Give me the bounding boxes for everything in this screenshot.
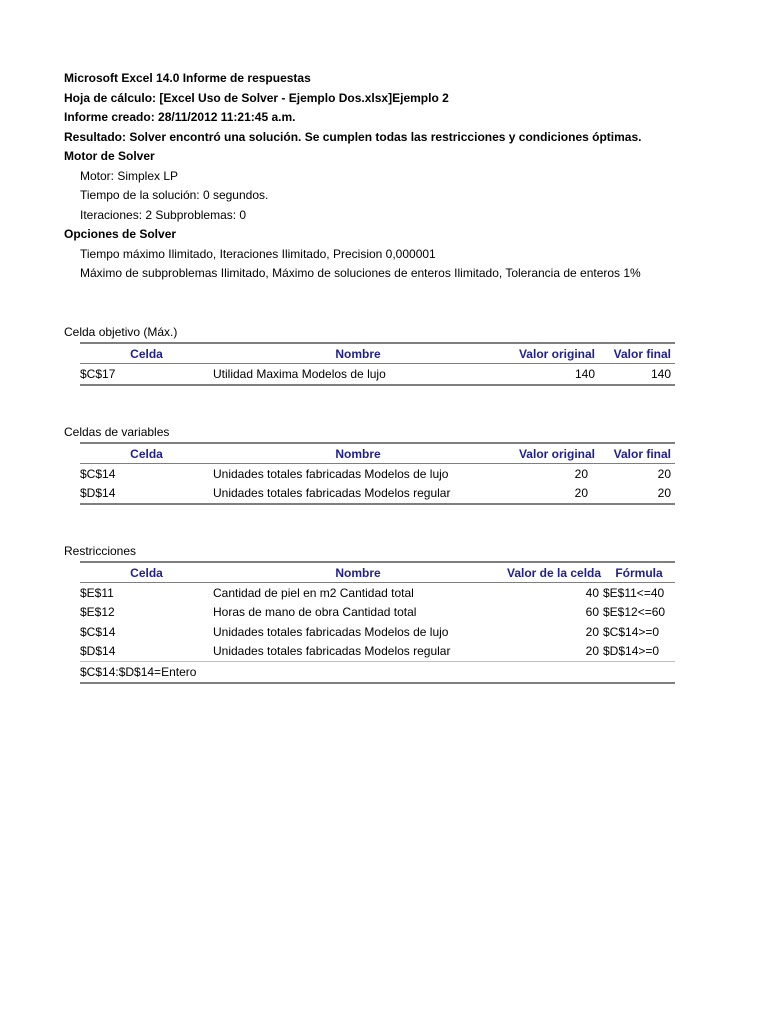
cell-final-value: 20: [657, 466, 671, 481]
iterations-line: Iteraciones: 2 Subproblemas: 0: [80, 207, 247, 222]
table-row: [80, 603, 675, 623]
constraints-title: Restricciones: [64, 544, 137, 558]
report-title: Microsoft Excel 14.0 Informe de respuestas: [64, 71, 311, 85]
table-row: [80, 583, 675, 603]
col-valor-celda: Valor de la celda: [503, 562, 603, 583]
constraints-table: [80, 561, 675, 684]
cell-name: Unidades totales fabricadas Modelos regular: [213, 484, 503, 505]
cell-original-value: 20: [503, 484, 599, 505]
cell-ref: $D$14: [80, 484, 213, 505]
table-row: [80, 622, 675, 642]
solver-options-line1: Tiempo máximo Ilimitado, Iteraciones Ilimitado, Precision 0,000001: [80, 246, 436, 261]
cell-value: 20: [585, 624, 599, 639]
cell-original-value: 20: [574, 466, 588, 481]
objective-title: Celda objetivo (Máx.): [64, 325, 178, 339]
col-formula: Fórmula: [603, 562, 675, 583]
cell-formula: $E$12<=60: [603, 605, 666, 620]
solver-options-title: Opciones de Solver: [64, 227, 177, 241]
col-valor-original: Valor original: [503, 343, 599, 364]
worksheet-line: Hoja de cálculo: [Excel Uso de Solver - Ejemplo Dos.xlsx]Ejemplo 2: [64, 90, 449, 105]
cell-name: Utilidad Maxima Modelos de lujo: [213, 364, 503, 385]
col-celda: Celda: [80, 562, 213, 583]
solver-options-line2: Máximo de subproblemas Ilimitado, Máximo de soluciones de enteros Ilimitado, Tolerancia de enteros 1%: [80, 266, 641, 280]
solver-engine-type: Motor: Simplex LP: [80, 168, 179, 183]
col-celda: Celda: [80, 443, 213, 464]
cell-ref: $C$14: [80, 624, 116, 639]
solution-time: Tiempo de la solución: 0 segundos.: [80, 188, 269, 202]
cell-formula: $D$14>=0: [603, 642, 675, 662]
col-valor-original: Valor original: [503, 443, 599, 464]
variables-table: [80, 442, 675, 505]
report-created-line: Informe creado: 28/11/2012 11:21:45 a.m.: [64, 110, 296, 124]
integer-constraint: $C$14:$D$14=Entero: [80, 662, 675, 683]
cell-name: Horas de mano de obra Cantidad total: [213, 605, 417, 620]
col-nombre: Nombre: [213, 562, 503, 583]
col-nombre: Nombre: [213, 443, 503, 464]
table-row: [80, 662, 675, 683]
cell-original-value: 140: [503, 364, 599, 385]
variables-title: Celdas de variables: [64, 425, 170, 439]
cell-value: 60: [585, 605, 599, 620]
cell-ref: $D$14: [80, 642, 213, 662]
solver-engine-title: Motor de Solver: [64, 149, 155, 163]
cell-ref: $E$11: [80, 585, 114, 600]
cell-final-value: 20: [599, 484, 675, 505]
cell-formula: $E$11<=40: [603, 585, 665, 600]
table-row: [80, 642, 675, 662]
cell-ref: $E$12: [80, 605, 115, 620]
cell-final-value: 140: [599, 364, 675, 385]
col-valor-final: Valor final: [599, 343, 675, 364]
objective-section: [64, 323, 676, 386]
table-row: [80, 464, 675, 484]
col-valor-final: Valor final: [599, 443, 675, 464]
cell-ref: $C$17: [80, 364, 213, 385]
cell-name: Unidades totales fabricadas Modelos de lujo: [213, 466, 449, 481]
cell-value: 20: [503, 642, 603, 662]
col-nombre: Nombre: [213, 343, 503, 364]
result-line: Resultado: Solver encontró una solución. Se cumplen todas las restricciones y condiciones óptimas.: [64, 129, 642, 144]
table-row: [80, 484, 675, 505]
variables-section: [64, 423, 676, 505]
cell-name: Cantidad de piel en m2 Cantidad total: [213, 585, 414, 600]
cell-name: Unidades totales fabricadas Modelos de lujo: [213, 624, 449, 639]
cell-ref: $C$14: [80, 466, 116, 481]
cell-formula: $C$14>=0: [603, 624, 660, 639]
objective-table: [80, 342, 675, 386]
col-celda: Celda: [80, 343, 213, 364]
table-row: [80, 364, 675, 385]
cell-value: 40: [585, 585, 599, 600]
cell-name: Unidades totales fabricadas Modelos regular: [213, 642, 503, 662]
constraints-section: [64, 542, 676, 684]
report-header: [64, 69, 744, 284]
